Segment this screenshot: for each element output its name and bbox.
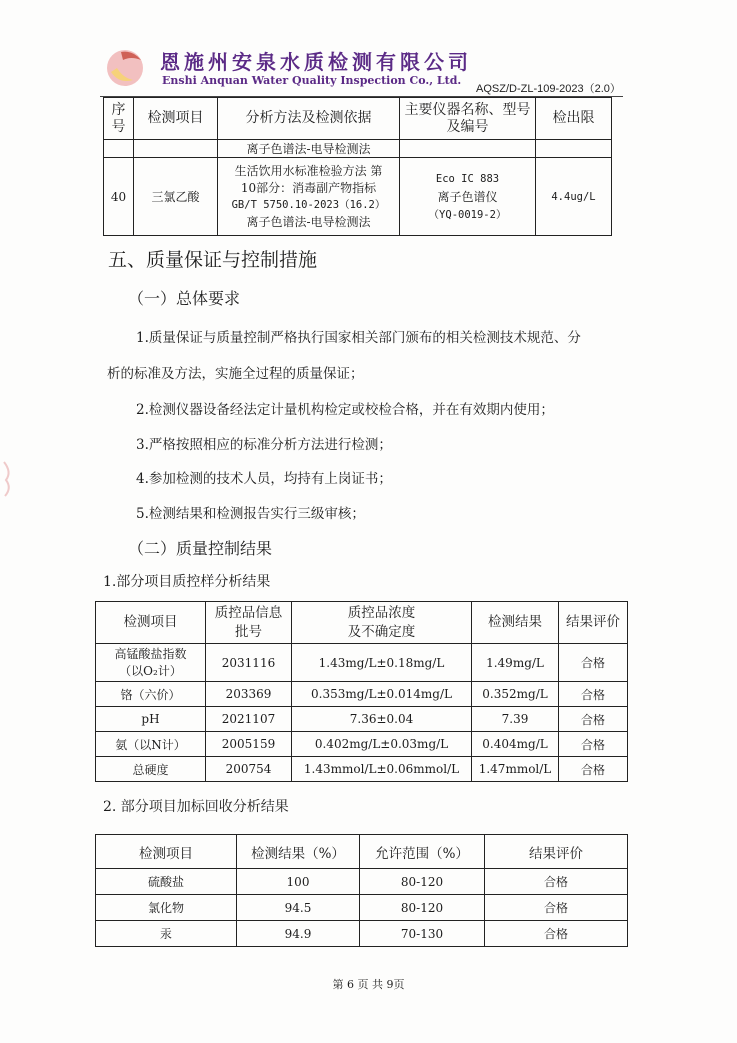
methods-header-row <box>104 98 612 140</box>
qc-result: 0.352mg/L <box>472 682 559 707</box>
rec-result: 94.5 <box>237 895 360 921</box>
qc-table <box>95 601 628 782</box>
rec-header-eval: 结果评价 <box>485 835 628 869</box>
qc-title: 1.部分项目质控样分析结果 <box>103 574 271 590</box>
rec-range: 80-120 <box>360 895 485 921</box>
row-instrument: Eco IC 883 离子色谱仪 （YQ-0019-2） <box>400 158 536 236</box>
company-logo-icon <box>103 44 149 90</box>
qc-item: pH <box>96 707 206 732</box>
qc-conc: 0.353mg/L±0.014mg/L <box>292 682 472 707</box>
continuation-row <box>104 140 612 158</box>
table-row <box>104 158 612 236</box>
qc-eval: 合格 <box>559 644 628 682</box>
recovery-table <box>95 834 628 947</box>
qc-header-eval: 结果评价 <box>559 602 628 644</box>
qc-header-item: 检测项目 <box>96 602 206 644</box>
paragraph-3: 3.严格按照相应的标准分析方法进行检测； <box>136 437 392 453</box>
header-item: 检测项目 <box>134 98 218 140</box>
qc-header-batch: 质控品信息 批号 <box>206 602 292 644</box>
qc-item: 铬（六价） <box>96 682 206 707</box>
qc-conc: 1.43mmol/L±0.06mmol/L <box>292 757 472 782</box>
qc-batch: 2031116 <box>206 644 292 682</box>
qc-result: 7.39 <box>472 707 559 732</box>
qc-eval: 合格 <box>559 732 628 757</box>
qc-result: 0.404mg/L <box>472 732 559 757</box>
rec-range: 70-130 <box>360 921 485 947</box>
continuation-method: 离子色谱法-电导检测法 <box>218 140 400 158</box>
header-limit: 检出限 <box>536 98 612 140</box>
header-instrument: 主要仪器名称、型号及编号 <box>400 98 536 140</box>
paragraph-2: 2.检测仪器设备经法定计量机构检定或校检合格，并在有效期内使用； <box>136 402 554 418</box>
rec-item: 氯化物 <box>96 895 237 921</box>
page-number: 第 6 页 共 9页 <box>332 978 405 991</box>
subsection-general: （一）总体要求 <box>128 289 241 308</box>
section-title: 五、质量保证与控制措施 <box>108 249 318 271</box>
qc-conc: 7.36±0.04 <box>292 707 472 732</box>
header-no: 序号 <box>104 98 134 140</box>
rec-eval: 合格 <box>485 921 628 947</box>
rec-result: 94.9 <box>237 921 360 947</box>
table-row <box>96 707 628 732</box>
row-item: 三氯乙酸 <box>134 158 218 236</box>
paragraph-1: 1.质量保证与质量控制严格执行国家相关部门颁布的相关检测技术规范、分 <box>136 330 581 346</box>
table-row <box>96 869 628 895</box>
qc-batch: 200754 <box>206 757 292 782</box>
qc-header-conc: 质控品浓度 及不确定度 <box>292 602 472 644</box>
rec-result: 100 <box>237 869 360 895</box>
qc-eval: 合格 <box>559 682 628 707</box>
qc-conc: 0.402mg/L±0.03mg/L <box>292 732 472 757</box>
table-row <box>96 757 628 782</box>
row-limit: 4.4ug/L <box>536 158 612 236</box>
qc-result: 1.49mg/L <box>472 644 559 682</box>
paragraph-1-cont: 析的标准及方法，实施全过程的质量保证； <box>107 366 364 382</box>
table-row <box>96 895 628 921</box>
document-code: AQSZ/D-ZL-109-2023（2.0） <box>476 83 621 95</box>
recovery-header-row <box>96 835 628 869</box>
qc-item: 高锰酸盐指数 （以O₂计） <box>96 644 206 682</box>
table-row <box>96 644 628 682</box>
recovery-title: 2. 部分项目加标回收分析结果 <box>103 799 289 815</box>
qc-item: 氨（以N计） <box>96 732 206 757</box>
rec-item: 汞 <box>96 921 237 947</box>
table-row <box>96 682 628 707</box>
paragraph-4: 4.参加检测的技术人员，均持有上岗证书； <box>136 471 392 487</box>
qc-result: 1.47mmol/L <box>472 757 559 782</box>
qc-header-row <box>96 602 628 644</box>
rec-header-item: 检测项目 <box>96 835 237 869</box>
stamp-edge-icon <box>2 458 16 498</box>
subsection-results: （二）质量控制结果 <box>128 539 273 558</box>
table-row <box>96 921 628 947</box>
qc-eval: 合格 <box>559 707 628 732</box>
qc-eval: 合格 <box>559 757 628 782</box>
paragraph-5: 5.检测结果和检测报告实行三级审核； <box>136 506 365 522</box>
rec-item: 硫酸盐 <box>96 869 237 895</box>
company-name-en: Enshi Anquan Water Quality Inspection Co., Ltd. <box>162 74 462 87</box>
qc-conc: 1.43mg/L±0.18mg/L <box>292 644 472 682</box>
row-no: 40 <box>104 158 134 236</box>
company-name-cn: 恩施州安泉水质检测有限公司 <box>160 50 472 74</box>
rec-eval: 合格 <box>485 869 628 895</box>
qc-item: 总硬度 <box>96 757 206 782</box>
row-method: 生活饮用水标准检验方法 第 10部分：消毒副产物指标 GB/T 5750.10-2023（16.2） 离子色谱法-电导检测法 <box>218 158 400 236</box>
methods-table <box>103 97 612 236</box>
qc-header-result: 检测结果 <box>472 602 559 644</box>
rec-header-result: 检测结果（%） <box>237 835 360 869</box>
table-row <box>96 732 628 757</box>
header-method: 分析方法及检测依据 <box>218 98 400 140</box>
qc-batch: 2005159 <box>206 732 292 757</box>
rec-header-range: 允许范围（%） <box>360 835 485 869</box>
rec-eval: 合格 <box>485 895 628 921</box>
rec-range: 80-120 <box>360 869 485 895</box>
qc-batch: 2021107 <box>206 707 292 732</box>
qc-batch: 203369 <box>206 682 292 707</box>
